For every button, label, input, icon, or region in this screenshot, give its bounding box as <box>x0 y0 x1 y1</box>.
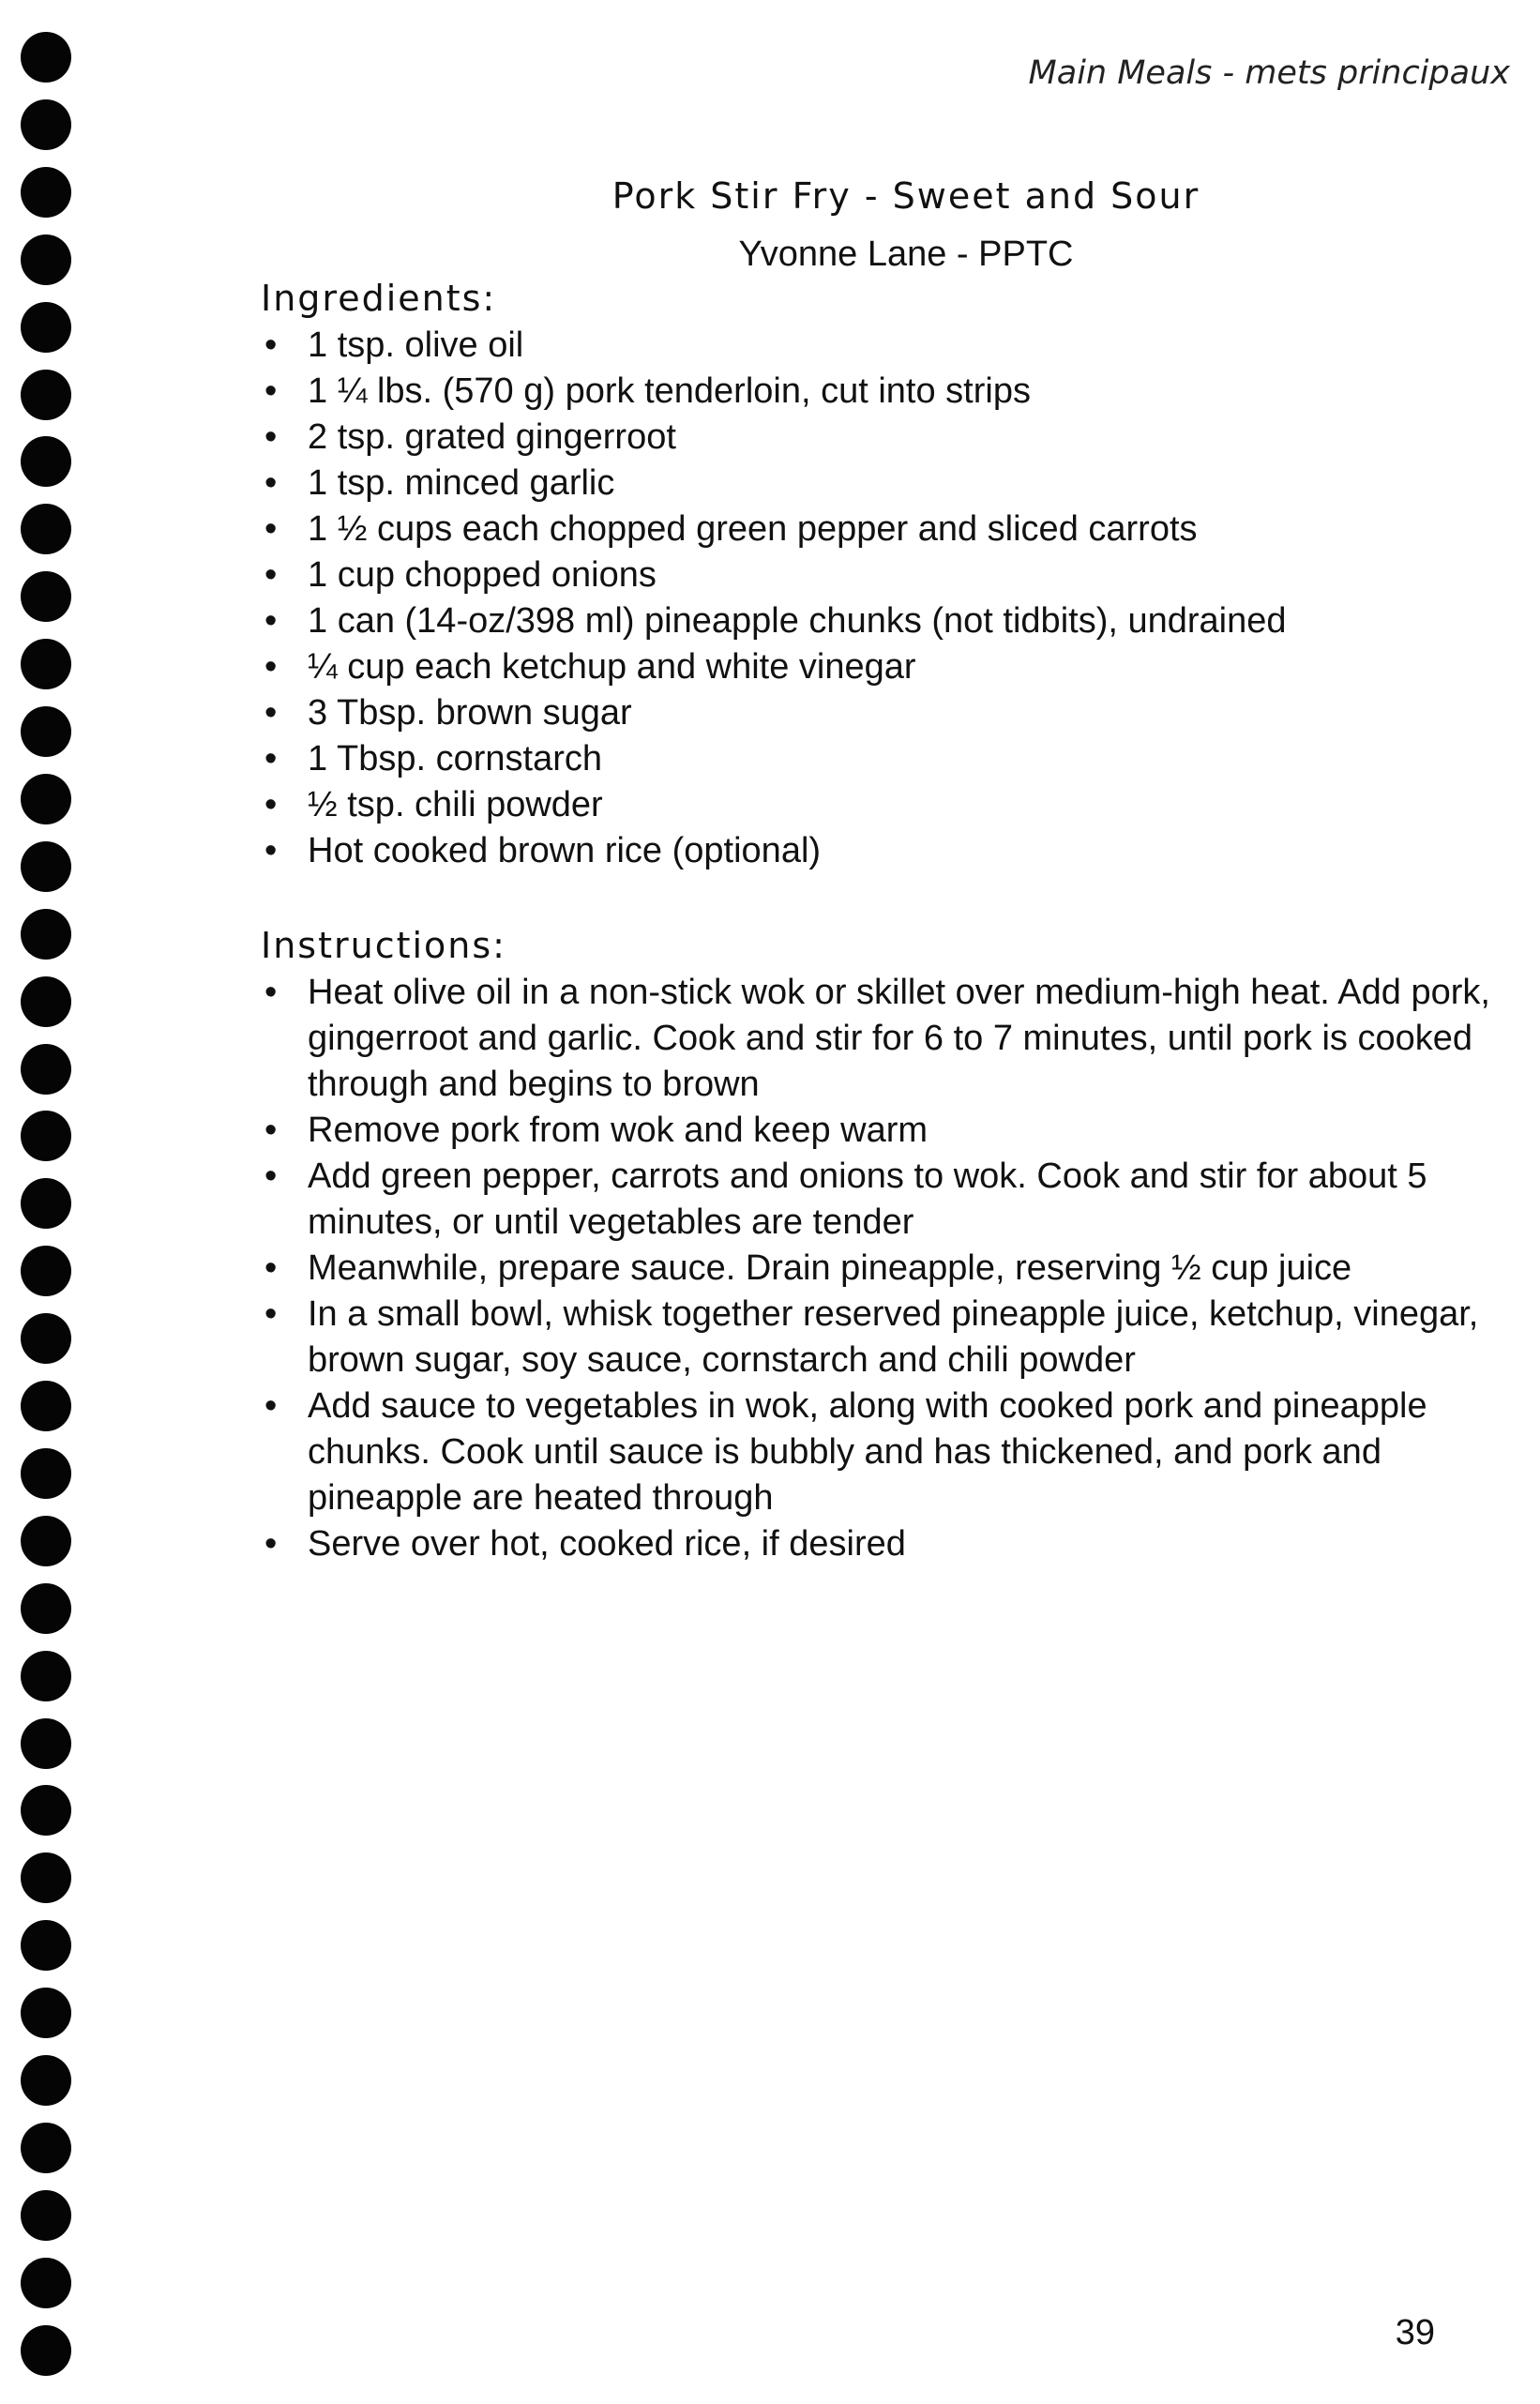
binding-hole <box>21 1583 71 1634</box>
binding-hole <box>21 976 71 1027</box>
binding-hole <box>21 774 71 824</box>
instruction-step: • Meanwhile, prepare sauce. Drain pineapple, reserving ½ cup juice <box>261 1246 1499 1292</box>
binding-hole <box>21 1178 71 1229</box>
binding-hole <box>21 32 71 83</box>
ingredients-heading: Ingredients: <box>261 278 497 319</box>
recipe-author: Yvonne Lane - PPTC <box>738 234 1074 274</box>
instructions-list <box>261 970 1499 1567</box>
binding-hole <box>21 841 71 892</box>
binding-hole <box>21 1381 71 1431</box>
binding-hole <box>21 1852 71 1903</box>
binding-hole <box>21 2258 71 2308</box>
binding-hole <box>21 436 71 487</box>
spiral-binding <box>0 0 84 2404</box>
instruction-step: • Add green pepper, carrots and onions to wok. Cook and stir for about 5 minutes, or until vegetables are tender <box>261 1154 1499 1246</box>
ingredient-item: • 1 can (14-oz/398 ml) pineapple chunks (not tidbits), undrained <box>261 598 1499 644</box>
binding-hole <box>21 2325 71 2376</box>
binding-hole <box>21 1448 71 1499</box>
instructions-heading: Instructions: <box>261 925 506 966</box>
binding-hole <box>21 2190 71 2241</box>
ingredient-item: • ½ tsp. chili powder <box>261 782 1499 828</box>
page-number: 39 <box>1395 2313 1435 2352</box>
binding-hole <box>21 1246 71 1296</box>
ingredient-item: • 1 ½ cups each chopped green pepper and sliced carrots <box>261 507 1499 552</box>
binding-hole <box>21 1044 71 1095</box>
binding-hole <box>21 2055 71 2106</box>
ingredient-item: • 2 tsp. grated gingerroot <box>261 415 1499 461</box>
instruction-step: • Serve over hot, cooked rice, if desired <box>261 1521 1499 1567</box>
section-header: Main Meals - mets principaux <box>1028 54 1510 92</box>
ingredients-list <box>261 323 1499 874</box>
binding-hole <box>21 1920 71 1971</box>
recipe-title: Pork Stir Fry - Sweet and Sour <box>611 175 1200 217</box>
ingredient-item: • 1 cup chopped onions <box>261 552 1499 598</box>
binding-hole <box>21 2123 71 2173</box>
instruction-step: • In a small bowl, whisk together reserved pineapple juice, ketchup, vinegar, brown sugar, soy sauce, cornstarch and chili powder <box>261 1292 1499 1383</box>
instruction-step: • Heat olive oil in a non-stick wok or skillet over medium-high heat. Add pork, gingerroot and garlic. Cook and stir for 6 to 7 minutes, until pork is cooked through and begins to brown <box>261 970 1499 1108</box>
binding-hole <box>21 1313 71 1364</box>
ingredient-item: • Hot cooked brown rice (optional) <box>261 828 1499 874</box>
binding-hole <box>21 909 71 960</box>
instruction-step: • Remove pork from wok and keep warm <box>261 1108 1499 1154</box>
binding-hole <box>21 1516 71 1566</box>
binding-hole <box>21 1651 71 1701</box>
ingredient-item: • 1 ¼ lbs. (570 g) pork tenderloin, cut into strips <box>261 369 1499 415</box>
binding-hole <box>21 639 71 689</box>
ingredient-item: • 1 Tbsp. cornstarch <box>261 736 1499 782</box>
instruction-step: • Add sauce to vegetables in wok, along with cooked pork and pineapple chunks. Cook until sauce is bubbly and has thickened, and pork and pineapple are heated through <box>261 1383 1499 1521</box>
ingredient-item: • 3 Tbsp. brown sugar <box>261 690 1499 736</box>
binding-hole <box>21 1718 71 1769</box>
ingredient-item: • 1 tsp. minced garlic <box>261 461 1499 507</box>
binding-hole <box>21 1111 71 1161</box>
binding-hole <box>21 302 71 353</box>
ingredient-item: • ¼ cup each ketchup and white vinegar <box>261 644 1499 690</box>
binding-hole <box>21 1988 71 2038</box>
binding-hole <box>21 1785 71 1836</box>
ingredient-item: • 1 tsp. olive oil <box>261 323 1499 369</box>
binding-hole <box>21 706 71 757</box>
binding-hole <box>21 504 71 554</box>
binding-hole <box>21 571 71 622</box>
binding-hole <box>21 99 71 150</box>
binding-hole <box>21 370 71 420</box>
